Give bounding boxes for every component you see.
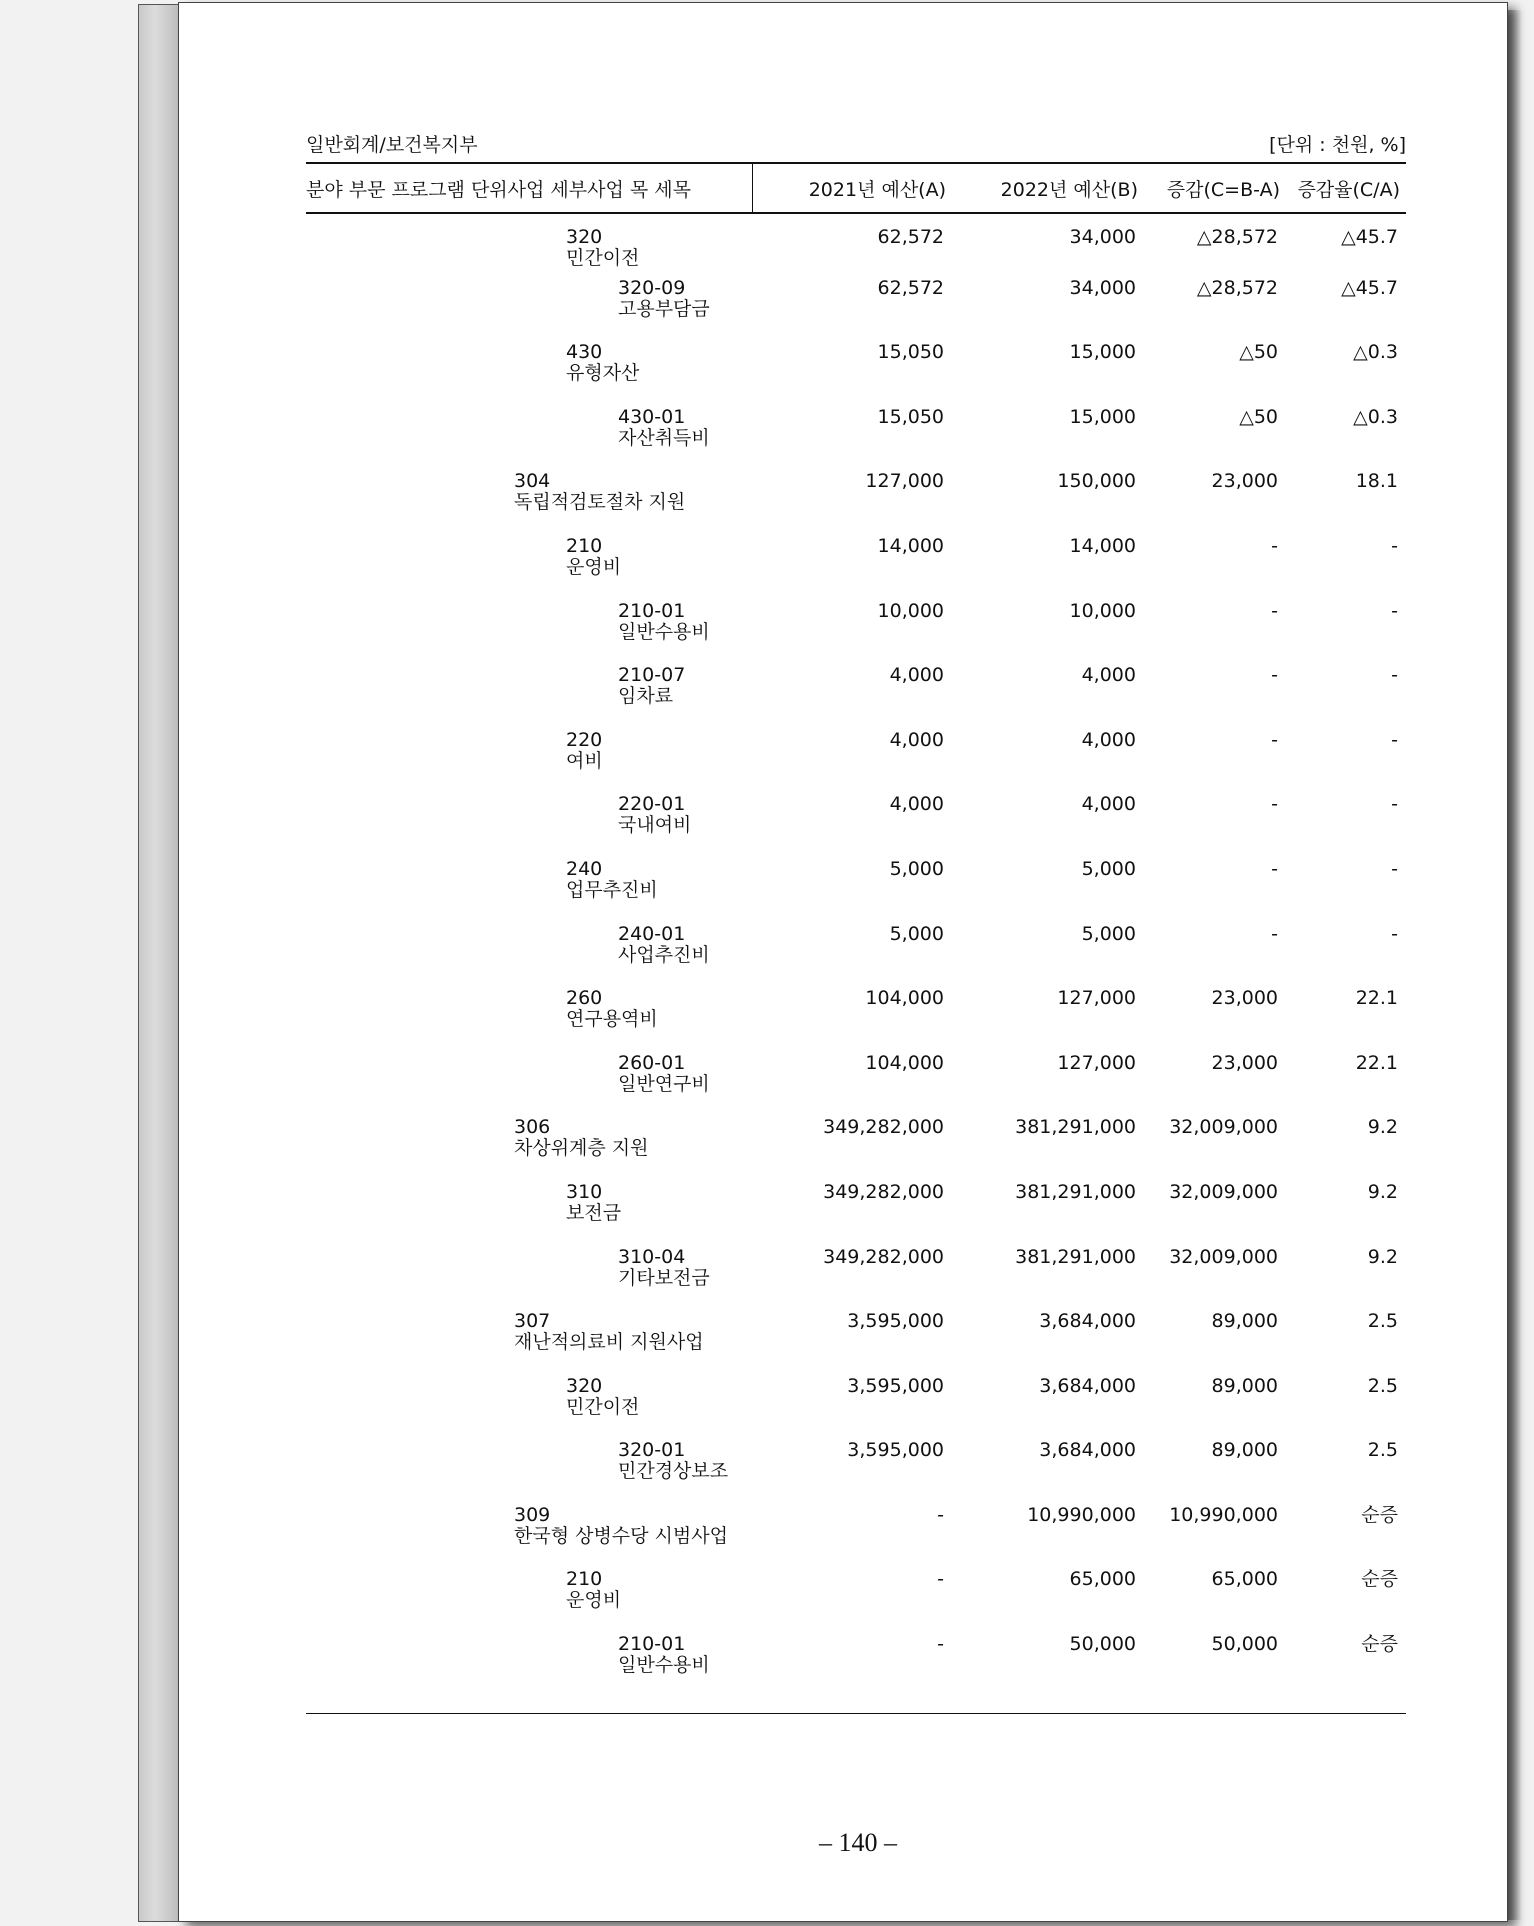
item-code: 210-07 bbox=[618, 664, 686, 687]
row-item-name bbox=[306, 1053, 752, 1118]
change-rate-cell: - bbox=[1391, 793, 1398, 816]
change-cell: 23,000 bbox=[1211, 987, 1278, 1010]
change-rate-cell: 9.2 bbox=[1367, 1180, 1398, 1203]
change-rate-cell: - bbox=[1391, 664, 1398, 687]
change-rate-cell: - bbox=[1391, 534, 1398, 557]
change-cell: - bbox=[1271, 793, 1278, 816]
table-row bbox=[306, 1117, 1406, 1182]
item-code: 430 bbox=[566, 341, 603, 364]
table-row bbox=[306, 1053, 1406, 1118]
change-cell: 23,000 bbox=[1211, 1051, 1278, 1074]
item-code: 310-04 bbox=[618, 1245, 686, 1268]
change-cell: - bbox=[1271, 857, 1278, 880]
item-code: 304 bbox=[514, 470, 551, 493]
budget-2022-cell: 4,000 bbox=[1081, 793, 1136, 816]
item-code: 307 bbox=[514, 1310, 551, 1333]
budget-2022-cell: 5,000 bbox=[1081, 857, 1136, 880]
table-row bbox=[306, 794, 1406, 859]
budget-2021-cell: 10,000 bbox=[877, 599, 944, 622]
item-label: 민간이전 bbox=[566, 1395, 640, 1418]
table-row bbox=[306, 342, 1406, 407]
budget-2021-cell: 14,000 bbox=[877, 534, 944, 557]
budget-2021-cell: 4,000 bbox=[889, 728, 944, 751]
item-label: 한국형 상병수당 시범사업 bbox=[514, 1524, 728, 1547]
table-row bbox=[306, 1569, 1406, 1634]
budget-2022-cell: 381,291,000 bbox=[1015, 1180, 1136, 1203]
item-label: 유형자산 bbox=[566, 362, 640, 385]
budget-2022-cell: 127,000 bbox=[1057, 987, 1136, 1010]
item-label: 사업추진비 bbox=[618, 943, 710, 966]
budget-2021-cell: 3,595,000 bbox=[847, 1310, 944, 1333]
item-code: 260-01 bbox=[618, 1051, 686, 1074]
table-row bbox=[306, 1247, 1406, 1312]
budget-section bbox=[306, 132, 1406, 1714]
item-code: 320-01 bbox=[618, 1439, 686, 1462]
budget-2021-cell: 349,282,000 bbox=[823, 1116, 944, 1139]
table-row bbox=[306, 1440, 1406, 1505]
table-row bbox=[306, 471, 1406, 536]
table-header-row bbox=[306, 163, 1406, 213]
item-code: 240-01 bbox=[618, 922, 686, 945]
row-item-name bbox=[306, 794, 752, 859]
table-row bbox=[306, 278, 1406, 343]
col-header-change: 증감(C=B-A) bbox=[1144, 163, 1286, 213]
item-label: 차상위계층 지원 bbox=[514, 1137, 649, 1160]
item-label: 연구용역비 bbox=[566, 1008, 658, 1031]
row-item-name bbox=[306, 536, 752, 601]
budget-2022-cell: 10,990,000 bbox=[1027, 1503, 1136, 1526]
change-cell: - bbox=[1271, 922, 1278, 945]
change-rate-cell: 9.2 bbox=[1367, 1245, 1398, 1268]
item-code: 430-01 bbox=[618, 405, 686, 428]
item-label: 업무추진비 bbox=[566, 878, 658, 901]
item-label: 국내여비 bbox=[618, 814, 692, 837]
change-rate-cell: - bbox=[1391, 857, 1398, 880]
budget-2021-cell: 3,595,000 bbox=[847, 1374, 944, 1397]
table-row bbox=[306, 601, 1406, 666]
item-code: 220-01 bbox=[618, 793, 686, 816]
row-item-name bbox=[306, 601, 752, 666]
change-rate-cell: - bbox=[1391, 599, 1398, 622]
table-row bbox=[306, 1311, 1406, 1376]
col-header-2022: 2022년 예산(B) bbox=[952, 163, 1144, 213]
account-title: 일반회계/보건복지부 bbox=[306, 134, 478, 156]
budget-2021-cell: 5,000 bbox=[889, 922, 944, 945]
change-cell: △50 bbox=[1239, 405, 1278, 428]
row-item-name bbox=[306, 1311, 752, 1376]
budget-2021-cell: 127,000 bbox=[865, 470, 944, 493]
table-caption bbox=[306, 132, 1406, 162]
budget-2022-cell: 5,000 bbox=[1081, 922, 1136, 945]
budget-2022-cell: 65,000 bbox=[1069, 1568, 1136, 1591]
col-header-name: 분야 부문 프로그램 단위사업 세부사업 목 세목 bbox=[306, 163, 752, 213]
change-rate-cell: △45.7 bbox=[1341, 226, 1398, 248]
budget-2022-cell: 4,000 bbox=[1081, 728, 1136, 751]
change-rate-cell: 2.5 bbox=[1367, 1439, 1398, 1462]
budget-2022-cell: 150,000 bbox=[1057, 470, 1136, 493]
budget-2021-cell: 62,572 bbox=[877, 276, 944, 299]
change-cell: 89,000 bbox=[1211, 1374, 1278, 1397]
change-cell: - bbox=[1271, 534, 1278, 557]
change-cell: 89,000 bbox=[1211, 1310, 1278, 1333]
budget-2021-cell: 5,000 bbox=[889, 857, 944, 880]
row-item-name bbox=[306, 1247, 752, 1312]
row-item-name bbox=[306, 278, 752, 343]
item-label: 고용부담금 bbox=[618, 297, 710, 320]
item-code: 210-01 bbox=[618, 599, 686, 622]
item-code: 210-01 bbox=[618, 1633, 686, 1656]
item-label: 독립적검토절차 지원 bbox=[514, 491, 686, 514]
row-item-name bbox=[306, 213, 752, 278]
budget-2022-cell: 10,000 bbox=[1069, 599, 1136, 622]
table-row bbox=[306, 1505, 1406, 1570]
table-row bbox=[306, 536, 1406, 601]
row-item-name bbox=[306, 665, 752, 730]
change-cell: - bbox=[1271, 728, 1278, 751]
item-code: 240 bbox=[566, 857, 603, 880]
budget-2021-cell: 15,050 bbox=[877, 341, 944, 364]
row-item-name bbox=[306, 1376, 752, 1441]
row-item-name bbox=[306, 988, 752, 1053]
item-code: 306 bbox=[514, 1116, 551, 1139]
table-row bbox=[306, 407, 1406, 472]
budget-2022-cell: 3,684,000 bbox=[1039, 1310, 1136, 1333]
table-row bbox=[306, 859, 1406, 924]
row-item-name bbox=[306, 407, 752, 472]
col-header-2021: 2021년 예산(A) bbox=[752, 163, 952, 213]
budget-2021-cell: 104,000 bbox=[865, 1051, 944, 1074]
item-label: 민간이전 bbox=[566, 247, 640, 269]
budget-table bbox=[306, 162, 1406, 1699]
budget-2021-cell: 349,282,000 bbox=[823, 1180, 944, 1203]
change-cell: - bbox=[1271, 599, 1278, 622]
item-label: 여비 bbox=[566, 749, 603, 772]
item-label: 운영비 bbox=[566, 555, 622, 578]
item-label: 재난적의료비 지원사업 bbox=[514, 1331, 704, 1354]
budget-2022-cell: 34,000 bbox=[1069, 276, 1136, 299]
change-rate-cell: 순증 bbox=[1361, 1633, 1398, 1656]
budget-2022-cell: 14,000 bbox=[1069, 534, 1136, 557]
item-label: 자산취득비 bbox=[618, 426, 710, 449]
change-rate-cell: △45.7 bbox=[1341, 276, 1398, 299]
change-rate-cell: 순증 bbox=[1361, 1568, 1398, 1591]
row-item-name bbox=[306, 1569, 752, 1634]
row-item-name bbox=[306, 859, 752, 924]
row-item-name bbox=[306, 1505, 752, 1570]
budget-2021-cell: 62,572 bbox=[877, 226, 944, 248]
change-rate-cell: 2.5 bbox=[1367, 1374, 1398, 1397]
change-rate-cell: 22.1 bbox=[1355, 987, 1398, 1010]
row-item-name bbox=[306, 1440, 752, 1505]
change-cell: △28,572 bbox=[1196, 276, 1278, 299]
item-code: 310 bbox=[566, 1180, 603, 1203]
row-item-name bbox=[306, 730, 752, 795]
change-rate-cell: - bbox=[1391, 922, 1398, 945]
item-code: 220 bbox=[566, 728, 603, 751]
item-code: 320-09 bbox=[618, 276, 686, 299]
item-code: 210 bbox=[566, 534, 603, 557]
budget-2022-cell: 3,684,000 bbox=[1039, 1374, 1136, 1397]
change-rate-cell: 18.1 bbox=[1355, 470, 1398, 493]
change-cell: 32,009,000 bbox=[1169, 1180, 1278, 1203]
page-number: – 140 – bbox=[819, 1828, 897, 1857]
change-cell: △50 bbox=[1239, 341, 1278, 364]
change-cell: 65,000 bbox=[1211, 1568, 1278, 1591]
item-label: 임차료 bbox=[618, 685, 674, 708]
row-item-name bbox=[306, 1117, 752, 1182]
item-label: 보전금 bbox=[566, 1201, 622, 1224]
change-rate-cell: - bbox=[1391, 728, 1398, 751]
item-code: 320 bbox=[566, 1374, 603, 1397]
page-shadow bbox=[1508, 10, 1522, 1920]
col-header-rate: 증감율(C/A) bbox=[1286, 163, 1406, 213]
budget-2021-cell: 349,282,000 bbox=[823, 1245, 944, 1268]
item-label: 민간경상보조 bbox=[618, 1460, 729, 1483]
budget-2022-cell: 381,291,000 bbox=[1015, 1245, 1136, 1268]
unit-note: [단위 : 천원, %] bbox=[1269, 134, 1406, 156]
row-item-name bbox=[306, 1634, 752, 1699]
budget-2021-cell: 3,595,000 bbox=[847, 1439, 944, 1462]
item-label: 일반수용비 bbox=[618, 1654, 710, 1677]
change-cell: △28,572 bbox=[1196, 226, 1278, 248]
row-item-name bbox=[306, 471, 752, 536]
budget-2021-cell: 4,000 bbox=[889, 664, 944, 687]
change-cell: 23,000 bbox=[1211, 470, 1278, 493]
budget-2021-cell: 15,050 bbox=[877, 405, 944, 428]
item-label: 운영비 bbox=[566, 1589, 622, 1612]
budget-2022-cell: 15,000 bbox=[1069, 405, 1136, 428]
item-code: 309 bbox=[514, 1503, 551, 1526]
budget-2021-cell: - bbox=[937, 1568, 944, 1591]
change-cell: 89,000 bbox=[1211, 1439, 1278, 1462]
budget-2022-cell: 381,291,000 bbox=[1015, 1116, 1136, 1139]
table-row bbox=[306, 1182, 1406, 1247]
budget-2022-cell: 127,000 bbox=[1057, 1051, 1136, 1074]
budget-2022-cell: 34,000 bbox=[1069, 226, 1136, 248]
change-rate-cell: △0.3 bbox=[1353, 341, 1398, 364]
budget-2021-cell: 104,000 bbox=[865, 987, 944, 1010]
table-row bbox=[306, 924, 1406, 989]
change-cell: - bbox=[1271, 664, 1278, 687]
row-item-name bbox=[306, 924, 752, 989]
budget-2021-cell: - bbox=[937, 1633, 944, 1656]
row-item-name bbox=[306, 342, 752, 407]
budget-2021-cell: - bbox=[937, 1503, 944, 1526]
book-spine bbox=[138, 4, 180, 1922]
change-rate-cell: 2.5 bbox=[1367, 1310, 1398, 1333]
table-row bbox=[306, 1634, 1406, 1699]
table-row bbox=[306, 665, 1406, 730]
change-cell: 10,990,000 bbox=[1169, 1503, 1278, 1526]
table-bottom-rule bbox=[306, 1713, 1406, 1714]
change-rate-cell: △0.3 bbox=[1353, 405, 1398, 428]
table-row bbox=[306, 213, 1406, 278]
table-row bbox=[306, 730, 1406, 795]
table-row bbox=[306, 1376, 1406, 1441]
change-rate-cell: 22.1 bbox=[1355, 1051, 1398, 1074]
table-row bbox=[306, 988, 1406, 1053]
item-label: 일반수용비 bbox=[618, 620, 710, 643]
table-body bbox=[306, 213, 1406, 1699]
budget-2022-cell: 50,000 bbox=[1069, 1633, 1136, 1656]
change-rate-cell: 순증 bbox=[1361, 1503, 1398, 1526]
budget-2022-cell: 4,000 bbox=[1081, 664, 1136, 687]
budget-2022-cell: 15,000 bbox=[1069, 341, 1136, 364]
item-code: 320 bbox=[566, 226, 603, 248]
item-code: 260 bbox=[566, 987, 603, 1010]
item-label: 기타보전금 bbox=[618, 1266, 710, 1289]
budget-2021-cell: 4,000 bbox=[889, 793, 944, 816]
change-rate-cell: 9.2 bbox=[1367, 1116, 1398, 1139]
change-cell: 32,009,000 bbox=[1169, 1116, 1278, 1139]
item-code: 210 bbox=[566, 1568, 603, 1591]
change-cell: 32,009,000 bbox=[1169, 1245, 1278, 1268]
budget-2022-cell: 3,684,000 bbox=[1039, 1439, 1136, 1462]
row-item-name bbox=[306, 1182, 752, 1247]
change-cell: 50,000 bbox=[1211, 1633, 1278, 1656]
item-label: 일반연구비 bbox=[618, 1072, 710, 1095]
